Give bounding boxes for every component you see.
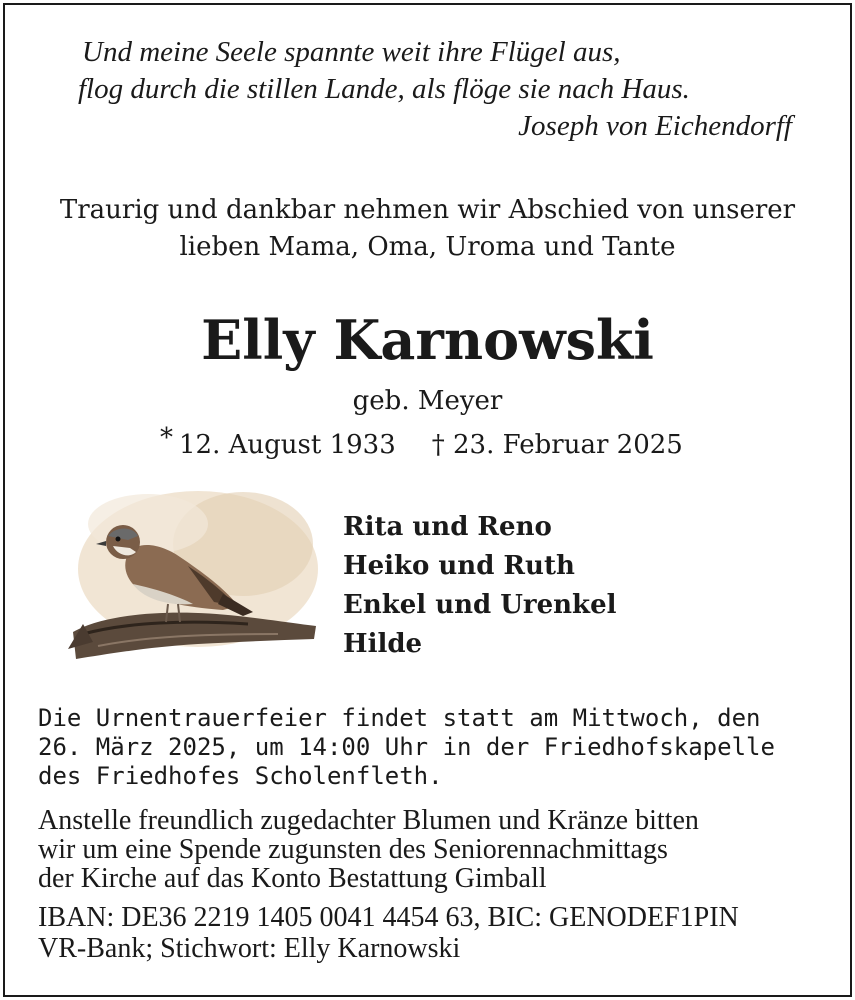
poem-line-2: flog durch die stillen Lande, als flöge sie nach Haus. xyxy=(78,73,690,105)
birth-symbol: * xyxy=(160,423,173,453)
mourner-name: Enkel und Urenkel xyxy=(343,590,617,620)
service-info xyxy=(38,704,818,791)
bank-details xyxy=(38,902,818,964)
donation-line-2: wir um eine Spende zugunsten des Seniorennachmittags xyxy=(38,834,668,865)
intro-line-2: lieben Mama, Oma, Uroma und Tante xyxy=(179,232,676,262)
intro-text xyxy=(0,192,855,266)
mourners-list xyxy=(343,508,617,664)
donation-request xyxy=(38,806,818,893)
life-dates xyxy=(160,423,683,463)
death-symbol: † xyxy=(431,430,445,460)
maiden-name: geb. Meyer xyxy=(352,386,503,416)
mourner-name: Rita und Reno xyxy=(343,512,552,542)
donation-line-3: der Kirche auf das Konto Bestattung Gimball xyxy=(38,863,547,894)
service-line-2: 26. März 2025, um 14:00 Uhr in der Friedhofskapelle xyxy=(38,733,775,761)
deceased-name: Elly Karnowski xyxy=(201,308,654,372)
service-line-3: des Friedhofes Scholenfleth. xyxy=(38,762,443,790)
service-line-1: Die Urnentrauerfeier findet statt am Mittwoch, den xyxy=(38,704,761,732)
poem-line-1: Und meine Seele spannte weit ihre Flügel aus, xyxy=(82,36,621,68)
sparrow-icon xyxy=(38,484,320,668)
intro-line-1: Traurig und dankbar nehmen wir Abschied von unserer xyxy=(59,195,796,225)
bank-line-1: IBAN: DE36 2219 1405 0041 4454 63, BIC: GENODEF1PIN xyxy=(38,902,739,933)
death-date: 23. Februar 2025 xyxy=(453,430,683,460)
donation-line-1: Anstelle freundlich zugedachter Blumen und Kränze bitten xyxy=(38,805,699,836)
poem-quote xyxy=(78,34,798,145)
bank-line-2: VR-Bank; Stichwort: Elly Karnowski xyxy=(38,933,461,964)
mourner-name: Heiko und Ruth xyxy=(343,551,575,581)
birth-date: 12. August 1933 xyxy=(179,430,396,460)
mourner-name: Hilde xyxy=(343,629,423,659)
poem-author: Joseph von Eichendorff xyxy=(518,110,792,142)
